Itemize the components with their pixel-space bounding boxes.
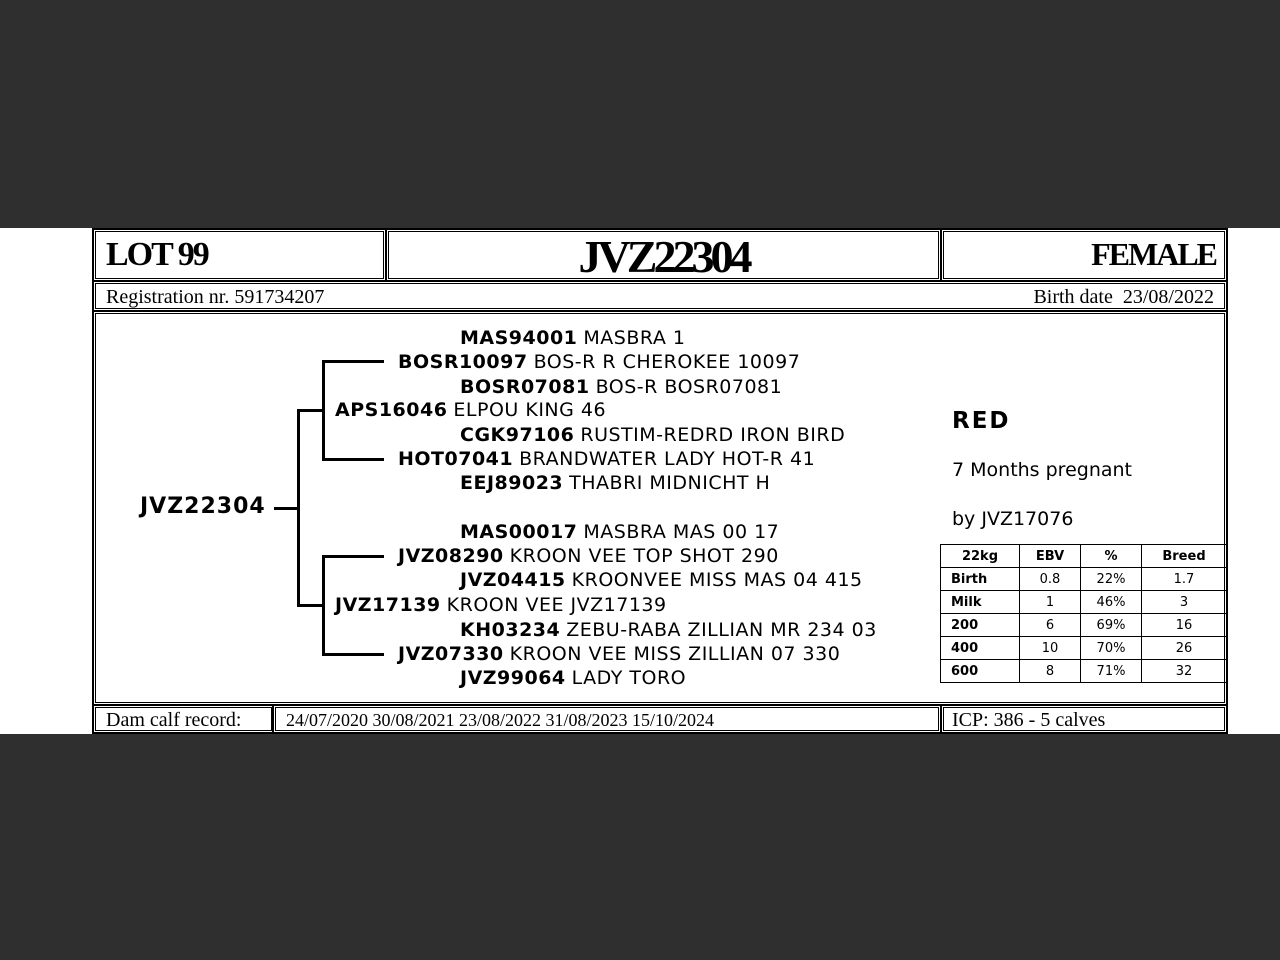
pedigree-entry-sd <box>398 448 815 470</box>
lot-card <box>0 228 1280 734</box>
ebv-row <box>941 660 1227 683</box>
pedigree-id: MAS00017 <box>460 521 578 543</box>
ebv-row <box>941 591 1227 614</box>
pedigree-id: JVZ04415 <box>460 569 566 591</box>
ebv-value: 0.8 <box>1020 568 1081 591</box>
pedigree-id: JVZ99064 <box>460 667 566 689</box>
pedigree-id: APS16046 <box>335 399 448 421</box>
sex: FEMALE <box>1091 236 1216 272</box>
ebv-trait: 200 <box>941 614 1020 637</box>
color-label: RED <box>952 408 1011 434</box>
animal-id: JVZ22304 <box>578 231 749 282</box>
ebv-value: 10 <box>1020 637 1081 660</box>
pedigree-name: KROON VEE JVZ17139 <box>446 594 667 616</box>
pedigree-name: MASBRA 1 <box>583 327 686 349</box>
birth-date-value: 23/08/2022 <box>1122 286 1214 308</box>
ebv-breed: 1.7 <box>1142 568 1227 591</box>
pedigree-id: MAS94001 <box>460 327 578 349</box>
ebv-accuracy: 71% <box>1081 660 1142 683</box>
ebv-value: 6 <box>1020 614 1081 637</box>
pedigree-name: KROONVEE MISS MAS 04 415 <box>571 569 863 591</box>
pedigree-entry-sire <box>335 399 606 421</box>
ebv-breed: 32 <box>1142 660 1227 683</box>
ebv-row <box>941 637 1227 660</box>
calf-record-label: Dam calf record: <box>106 709 242 731</box>
tree-line-ds-h <box>322 555 384 558</box>
tree-line-root <box>274 507 298 510</box>
pedigree-entry-ssd <box>460 376 782 398</box>
ebv-trait: Birth <box>941 568 1020 591</box>
ebv-header: Breed <box>1142 545 1227 568</box>
ebv-accuracy: 22% <box>1081 568 1142 591</box>
icp-value: ICP: 386 - 5 calves <box>952 709 1106 731</box>
ebv-value: 1 <box>1020 591 1081 614</box>
ebv-header: % <box>1081 545 1142 568</box>
ebv-breed: 3 <box>1142 591 1227 614</box>
pedigree-name: ZEBU-RABA ZILLIAN MR 234 03 <box>566 619 877 641</box>
pedigree-name: BRANDWATER LADY HOT-R 41 <box>519 448 816 470</box>
tree-line-sd-h <box>322 458 384 461</box>
pedigree-name: THABRI MIDNICHT H <box>569 472 771 494</box>
pedigree-id: KH03234 <box>460 619 561 641</box>
birth-date <box>1033 286 1214 309</box>
ebv-header: 22kg <box>941 545 1020 568</box>
ebv-value: 8 <box>1020 660 1081 683</box>
icp-box <box>940 704 1228 734</box>
pedigree-entry-ss <box>398 351 800 373</box>
pedigree-entry-dss <box>460 521 779 543</box>
calf-record-dates: 24/07/2020 30/08/2021 23/08/2022 31/08/2023 15/10/2024 <box>286 710 715 730</box>
pregnancy-status: 7 Months pregnant <box>952 459 1132 481</box>
lot-box <box>92 228 387 282</box>
ebv-row <box>941 568 1227 591</box>
tree-line-root-vertical <box>297 409 300 606</box>
pedigree-entry-ds <box>398 545 779 567</box>
pedigree-name: ELPOU KING 46 <box>453 399 607 421</box>
pedigree-id: CGK97106 <box>460 424 575 446</box>
pedigree-name: KROON VEE MISS ZILLIAN 07 330 <box>509 643 841 665</box>
pedigree-entry-dds <box>460 619 877 641</box>
pedigree-entry-sdd <box>460 472 770 494</box>
ebv-accuracy: 70% <box>1081 637 1142 660</box>
tree-line-sire-vertical <box>322 360 325 460</box>
tree-line-ss-h <box>322 360 384 363</box>
pedigree-name: BOS-R BOSR07081 <box>595 376 783 398</box>
pedigree-entry-sds <box>460 424 845 446</box>
pedigree-entry-dam <box>335 594 667 616</box>
tree-line-sire-h <box>297 409 325 412</box>
ebv-trait: 600 <box>941 660 1020 683</box>
tree-line-dam-vertical <box>322 555 325 655</box>
calf-record-dates-box <box>272 704 942 734</box>
pedigree-name: KROON VEE TOP SHOT 290 <box>509 545 779 567</box>
ebv-header-row <box>941 545 1227 568</box>
ebv-trait: 400 <box>941 637 1020 660</box>
ebv-breed: 16 <box>1142 614 1227 637</box>
pedigree-root: JVZ22304 <box>140 494 266 519</box>
pedigree-id: JVZ17139 <box>335 594 441 616</box>
pedigree-id: BOSR07081 <box>460 376 590 398</box>
ebv-trait: Milk <box>941 591 1020 614</box>
pedigree-id: JVZ08290 <box>398 545 504 567</box>
ebv-table <box>940 544 1227 683</box>
calf-record-label-box <box>92 704 275 734</box>
ebv-accuracy: 69% <box>1081 614 1142 637</box>
registration-number: Registration nr. 591734207 <box>106 286 325 308</box>
pedigree-id: BOSR10097 <box>398 351 528 373</box>
pedigree-name: MASBRA MAS 00 17 <box>583 521 780 543</box>
lot-number: LOT 99 <box>106 236 208 273</box>
pedigree-entry-sss <box>460 327 685 349</box>
pedigree-id: HOT07041 <box>398 448 514 470</box>
birth-date-label: Birth date <box>1033 286 1113 308</box>
pedigree-entry-ddd <box>460 667 686 689</box>
tree-line-dam-h <box>297 604 325 607</box>
ebv-accuracy: 46% <box>1081 591 1142 614</box>
sex-box <box>940 228 1228 282</box>
tree-line-dd-h <box>322 653 384 656</box>
pedigree-entry-dd <box>398 643 840 665</box>
ebv-row <box>941 614 1227 637</box>
pedigree-id: EEJ89023 <box>460 472 564 494</box>
registration-row <box>92 280 1228 312</box>
pedigree-id: JVZ07330 <box>398 643 504 665</box>
pedigree-name: LADY TORO <box>571 667 687 689</box>
ebv-header: EBV <box>1020 545 1081 568</box>
pedigree-name: BOS-R R CHEROKEE 10097 <box>533 351 801 373</box>
pregnancy-sire: by JVZ17076 <box>952 508 1074 530</box>
pedigree-name: RUSTIM-REDRD IRON BIRD <box>580 424 846 446</box>
ebv-breed: 26 <box>1142 637 1227 660</box>
pedigree-entry-dsd <box>460 569 863 591</box>
animal-id-box <box>385 228 942 282</box>
